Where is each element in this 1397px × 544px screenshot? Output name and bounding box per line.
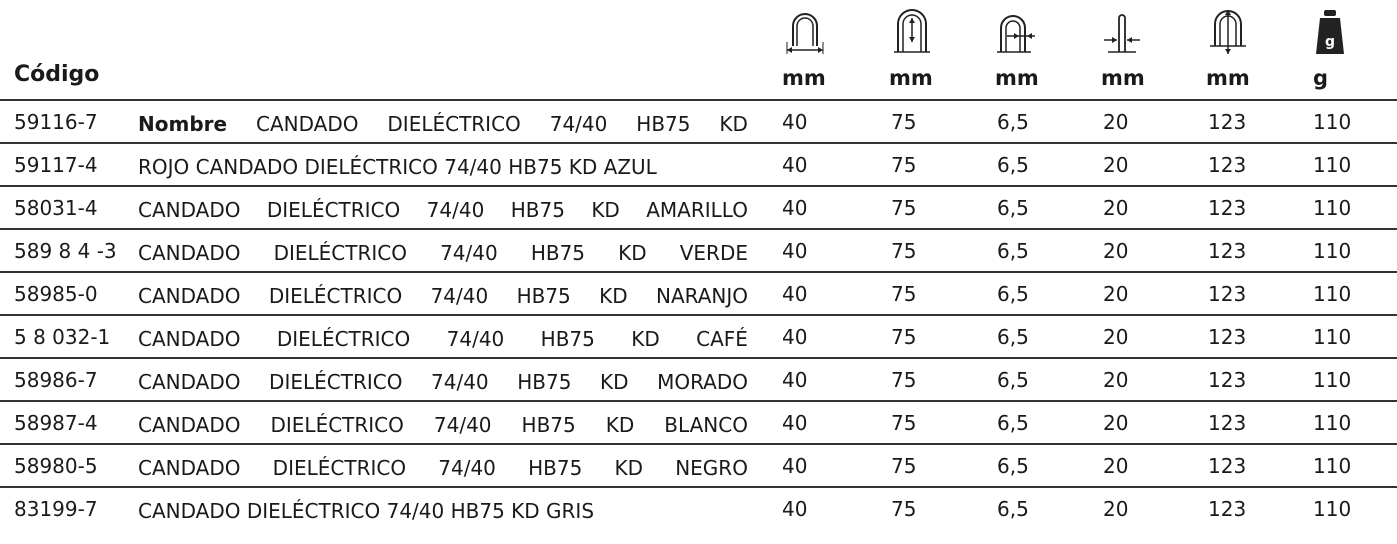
svg-text:g: g — [1324, 34, 1336, 50]
shackle-diameter-icon — [1100, 6, 1144, 56]
product-description — [138, 413, 748, 437]
description-word: DIELÉCTRICO — [272, 456, 407, 480]
shackle-height-value: 75 — [891, 239, 917, 263]
shackle-clearance-icon — [995, 6, 1039, 56]
description-word: DIELÉCTRICO — [276, 327, 411, 351]
description-word: CANDADO — [138, 370, 241, 394]
description-word: KD — [618, 241, 647, 265]
description-word: CANDADO — [138, 456, 241, 480]
description-word: NEGRO — [675, 456, 748, 480]
description-word: KD — [600, 370, 629, 394]
weight-value: 110 — [1313, 153, 1352, 177]
shackle-width-value: 40 — [782, 411, 808, 435]
total-height-value: 123 — [1208, 110, 1247, 134]
code-column-header: Código — [14, 62, 100, 87]
description-word: HB75 — [517, 370, 572, 394]
product-code: 589 8 4 -3 — [14, 239, 117, 263]
description-word: DIELÉCTRICO — [270, 413, 404, 437]
description-word: HB75 — [521, 413, 576, 437]
shackle-clearance-value: 6,5 — [997, 454, 1029, 478]
weight-value: 110 — [1313, 454, 1352, 478]
description-word: MORADO — [657, 370, 748, 394]
shackle-diameter-value: 20 — [1103, 454, 1129, 478]
total-height-value: 123 — [1208, 153, 1247, 177]
weight-value: 110 — [1313, 282, 1352, 306]
unit-label: mm — [995, 66, 1039, 90]
table-row — [0, 273, 1397, 316]
shackle-diameter-value: 20 — [1103, 239, 1129, 263]
shackle-diameter-value: 20 — [1103, 196, 1129, 220]
description-word: KD — [719, 112, 748, 136]
total-height-value: 123 — [1208, 325, 1247, 349]
description-word: 74/40 — [446, 327, 505, 351]
shackle-width-value: 40 — [782, 153, 808, 177]
description-word: ROJO CANDADO DIELÉCTRICO 74/40 HB75 KD AZUL — [138, 155, 657, 179]
shackle-height-value: 75 — [891, 325, 917, 349]
product-description — [138, 155, 748, 179]
shackle-clearance-value: 6,5 — [997, 325, 1029, 349]
description-word: HB75 — [516, 284, 571, 308]
description-word: 74/40 — [438, 456, 496, 480]
description-word: NARANJO — [655, 284, 748, 308]
unit-label: g — [1313, 66, 1329, 90]
shackle-diameter-value: 20 — [1103, 325, 1129, 349]
shackle-clearance-value: 6,5 — [997, 153, 1029, 177]
name-label: Nombre — [138, 112, 228, 136]
total-height-value: 123 — [1208, 411, 1247, 435]
shackle-width-value: 40 — [782, 196, 808, 220]
table-row — [0, 402, 1397, 445]
shackle-width-value: 40 — [782, 325, 808, 349]
table-body — [0, 101, 1397, 531]
table-row — [0, 230, 1397, 273]
description-word: AMARILLO — [646, 198, 748, 222]
description-word: HB75 — [636, 112, 691, 136]
table-row — [0, 359, 1397, 402]
product-description — [138, 327, 748, 351]
description-word: DIELÉCTRICO — [268, 284, 403, 308]
description-word: KD — [605, 413, 635, 437]
shackle-clearance-value: 6,5 — [997, 282, 1029, 306]
weight-value: 110 — [1313, 196, 1352, 220]
shackle-diameter-value: 20 — [1103, 153, 1129, 177]
shackle-height-value: 75 — [891, 282, 917, 306]
shackle-height-icon — [890, 6, 934, 56]
description-word: CAFÉ — [696, 327, 748, 351]
unit-label: mm — [1101, 66, 1145, 90]
description-word: HB75 — [530, 241, 586, 265]
shackle-width-value: 40 — [782, 239, 808, 263]
total-height-value: 123 — [1208, 196, 1247, 220]
shackle-height-value: 75 — [891, 411, 917, 435]
table-row — [0, 445, 1397, 488]
description-word: 74/40 — [440, 241, 498, 265]
product-code: 58987-4 — [14, 411, 98, 435]
product-description — [138, 456, 748, 480]
product-code: 5 8 032-1 — [14, 325, 111, 349]
description-word: KD — [591, 198, 620, 222]
shackle-clearance-value: 6,5 — [997, 110, 1029, 134]
product-code: 58985-0 — [14, 282, 98, 306]
shackle-height-value: 75 — [891, 153, 917, 177]
description-word: CANDADO — [255, 112, 359, 136]
product-description — [138, 241, 748, 265]
description-word: DIELÉCTRICO — [269, 370, 403, 394]
description-word: KD — [631, 327, 660, 351]
shackle-width-value: 40 — [782, 368, 808, 392]
product-description — [138, 198, 748, 222]
description-word: CANDADO — [138, 284, 241, 308]
weight-value: 110 — [1313, 325, 1352, 349]
description-word: HB75 — [540, 327, 595, 351]
description-word: 74/40 — [431, 370, 489, 394]
unit-label: mm — [889, 66, 933, 90]
description-word: CANDADO — [138, 413, 241, 437]
total-height-value: 123 — [1208, 497, 1247, 521]
product-code: 58980-5 — [14, 454, 98, 478]
shackle-clearance-value: 6,5 — [997, 411, 1029, 435]
shackle-width-value: 40 — [782, 110, 808, 134]
total-height-value: 123 — [1208, 368, 1247, 392]
shackle-clearance-value: 6,5 — [997, 196, 1029, 220]
product-code: 59117-4 — [14, 153, 98, 177]
description-word: KD — [614, 456, 644, 480]
shackle-diameter-value: 20 — [1103, 368, 1129, 392]
product-description — [138, 284, 748, 308]
shackle-height-value: 75 — [891, 497, 917, 521]
product-code: 59116-7 — [14, 110, 98, 134]
description-word: CANDADO — [138, 198, 241, 222]
weight-value: 110 — [1313, 497, 1352, 521]
product-description — [138, 112, 748, 136]
shackle-diameter-value: 20 — [1103, 411, 1129, 435]
unit-label: mm — [1206, 66, 1250, 90]
weight-value: 110 — [1313, 239, 1352, 263]
description-word: 74/40 — [549, 112, 608, 136]
weight-icon — [1308, 6, 1352, 56]
shackle-height-value: 75 — [891, 110, 917, 134]
table-row — [0, 488, 1397, 531]
shackle-clearance-value: 6,5 — [997, 239, 1029, 263]
table-row — [0, 316, 1397, 359]
shackle-clearance-value: 6,5 — [997, 368, 1029, 392]
total-height-icon — [1206, 6, 1250, 56]
description-word: HB75 — [528, 456, 583, 480]
description-word: 74/40 — [426, 198, 485, 222]
total-height-value: 123 — [1208, 282, 1247, 306]
description-word: CANDADO — [138, 241, 241, 265]
shackle-diameter-value: 20 — [1103, 497, 1129, 521]
description-word: DIELÉCTRICO — [273, 241, 407, 265]
shackle-width-value: 40 — [782, 497, 808, 521]
weight-value: 110 — [1313, 368, 1352, 392]
description-word: BLANCO — [664, 413, 748, 437]
description-word: DIELÉCTRICO — [266, 198, 401, 222]
description-word: 74/40 — [430, 284, 489, 308]
product-code: 58986-7 — [14, 368, 98, 392]
product-description — [138, 499, 748, 523]
description-word: CANDADO — [138, 327, 241, 351]
description-word: 74/40 — [433, 413, 492, 437]
description-word: DIELÉCTRICO — [387, 112, 521, 136]
description-word: VERDE — [679, 241, 748, 265]
product-code: 83199-7 — [14, 497, 98, 521]
weight-value: 110 — [1313, 110, 1352, 134]
description-word: CANDADO DIELÉCTRICO 74/40 HB75 KD GRIS — [138, 499, 595, 523]
shackle-width-icon — [783, 6, 827, 56]
shackle-height-value: 75 — [891, 196, 917, 220]
unit-label: mm — [782, 66, 826, 90]
shackle-diameter-value: 20 — [1103, 282, 1129, 306]
shackle-height-value: 75 — [891, 368, 917, 392]
table-row — [0, 101, 1397, 144]
shackle-width-value: 40 — [782, 454, 808, 478]
shackle-width-value: 40 — [782, 282, 808, 306]
product-code: 58031-4 — [14, 196, 98, 220]
table-row — [0, 187, 1397, 230]
description-word: KD — [599, 284, 628, 308]
table-row — [0, 144, 1397, 187]
description-word: HB75 — [510, 198, 565, 222]
product-description — [138, 370, 748, 394]
total-height-value: 123 — [1208, 454, 1247, 478]
shackle-diameter-value: 20 — [1103, 110, 1129, 134]
shackle-height-value: 75 — [891, 454, 917, 478]
total-height-value: 123 — [1208, 239, 1247, 263]
shackle-clearance-value: 6,5 — [997, 497, 1029, 521]
weight-value: 110 — [1313, 411, 1352, 435]
